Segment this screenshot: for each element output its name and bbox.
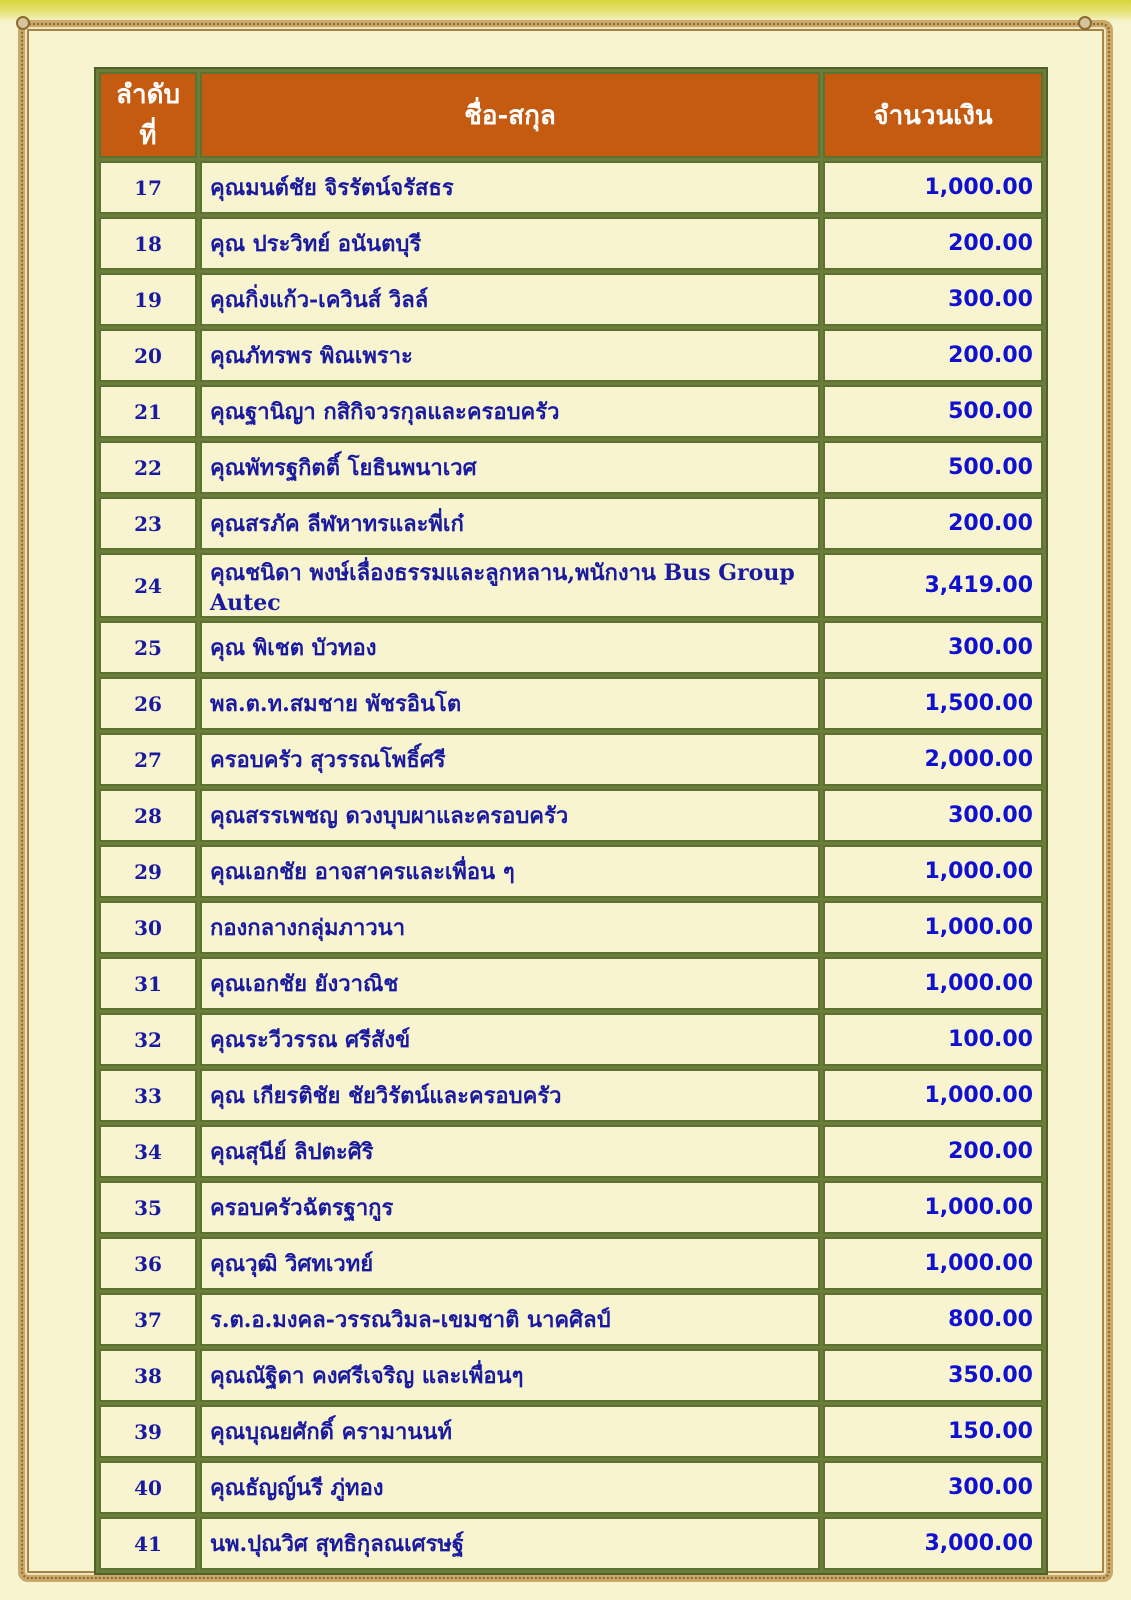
- row-number: 38: [99, 1349, 197, 1402]
- donation-amount: 800.00: [823, 1293, 1043, 1346]
- table-row: [99, 1069, 1043, 1122]
- table-row: [99, 1461, 1043, 1514]
- table-row: [99, 901, 1043, 954]
- donation-amount: 150.00: [823, 1405, 1043, 1458]
- donor-name: คุณชนิดา พงษ์เลื่องธรรมและลูกหลาน,พนักงาน Bus Group Autec: [200, 553, 820, 618]
- donation-amount: 1,000.00: [823, 901, 1043, 954]
- donation-amount: 1,000.00: [823, 1237, 1043, 1290]
- top-gradient-band: [0, 0, 1131, 22]
- donation-amount: 2,000.00: [823, 733, 1043, 786]
- donation-amount: 200.00: [823, 1125, 1043, 1178]
- table-body: [99, 161, 1043, 1570]
- donation-amount: 300.00: [823, 273, 1043, 326]
- donor-name: ร.ต.อ.มงคล-วรรณวิมล-เขมชาติ นาคศิลป์: [200, 1293, 820, 1346]
- donor-name: ครอบครัว สุวรรณโพธิ์ศรี: [200, 733, 820, 786]
- table-row: [99, 1237, 1043, 1290]
- row-number: 41: [99, 1517, 197, 1570]
- corner-knot-ornament: [1078, 16, 1092, 30]
- table-row: [99, 273, 1043, 326]
- donor-name: คุณเอกชัย อาจสาครและเพื่อน ๆ: [200, 845, 820, 898]
- table-row: [99, 329, 1043, 382]
- table-row: [99, 677, 1043, 730]
- donor-name: คุณบุณยศักดิ์ ครามานนท์: [200, 1405, 820, 1458]
- donor-name: คุณ พิเชต บัวทอง: [200, 621, 820, 674]
- donation-amount: 1,000.00: [823, 845, 1043, 898]
- row-number: 30: [99, 901, 197, 954]
- donation-amount: 350.00: [823, 1349, 1043, 1402]
- row-number: 27: [99, 733, 197, 786]
- row-number: 17: [99, 161, 197, 214]
- row-number: 23: [99, 497, 197, 550]
- table-row: [99, 621, 1043, 674]
- header-amount: จำนวนเงิน: [823, 72, 1043, 158]
- table-row: [99, 161, 1043, 214]
- table-row: [99, 1349, 1043, 1402]
- donation-amount: 1,500.00: [823, 677, 1043, 730]
- row-number: 32: [99, 1013, 197, 1066]
- donor-name: คุณเอกชัย ยังวาณิช: [200, 957, 820, 1010]
- row-number: 18: [99, 217, 197, 270]
- donor-name: พล.ต.ท.สมชาย พัชรอินโต: [200, 677, 820, 730]
- row-number: 40: [99, 1461, 197, 1514]
- row-number: 25: [99, 621, 197, 674]
- table-row: [99, 1517, 1043, 1570]
- header-no: ลำดับที่: [99, 72, 197, 158]
- donation-amount: 1,000.00: [823, 957, 1043, 1010]
- donation-amount: 500.00: [823, 385, 1043, 438]
- donor-name: คุณสรรเพชญ ดวงบุบผาและครอบครัว: [200, 789, 820, 842]
- table-row: [99, 733, 1043, 786]
- row-number: 20: [99, 329, 197, 382]
- row-number: 24: [99, 553, 197, 618]
- table-row: [99, 1125, 1043, 1178]
- row-number: 29: [99, 845, 197, 898]
- table-row: [99, 957, 1043, 1010]
- row-number: 33: [99, 1069, 197, 1122]
- donor-name: คุณสุนีย์ ลิปตะศิริ: [200, 1125, 820, 1178]
- row-number: 34: [99, 1125, 197, 1178]
- header-row: [99, 72, 1043, 158]
- table-row: [99, 1013, 1043, 1066]
- table-row: [99, 789, 1043, 842]
- donor-name: คุณสรภัค ลีฬหาทรและพี่เก๋: [200, 497, 820, 550]
- row-number: 39: [99, 1405, 197, 1458]
- donation-amount: 200.00: [823, 497, 1043, 550]
- donation-amount: 3,000.00: [823, 1517, 1043, 1570]
- row-number: 21: [99, 385, 197, 438]
- donation-table: [94, 67, 1048, 1575]
- donor-name: นพ.ปุณวิศ สุทธิกุลณเศรษฐ์: [200, 1517, 820, 1570]
- header-name: ชื่อ-สกุล: [200, 72, 820, 158]
- donation-amount: 500.00: [823, 441, 1043, 494]
- donation-amount: 200.00: [823, 329, 1043, 382]
- table-row: [99, 497, 1043, 550]
- table-row: [99, 845, 1043, 898]
- row-number: 35: [99, 1181, 197, 1234]
- donor-name: คุณกิ่งแก้ว-เควินส์ วิลล์: [200, 273, 820, 326]
- donor-name: คุณฐานิญา กสิกิจวรกุลและครอบครัว: [200, 385, 820, 438]
- donation-amount: 1,000.00: [823, 161, 1043, 214]
- donor-name: คุณพัทรฐกิตติ์ โยธินพนาเวศ: [200, 441, 820, 494]
- table-row: [99, 1181, 1043, 1234]
- donor-name: คุณมนต์ชัย จิรรัตน์จรัสธร: [200, 161, 820, 214]
- donor-name: คุณ ประวิทย์ อนันตบุรี: [200, 217, 820, 270]
- donation-amount: 300.00: [823, 1461, 1043, 1514]
- donor-name: คุณวุฒิ วิศทเวทย์: [200, 1237, 820, 1290]
- row-number: 28: [99, 789, 197, 842]
- table-row: [99, 217, 1043, 270]
- row-number: 22: [99, 441, 197, 494]
- donor-name: กองกลางกลุ่มภาวนา: [200, 901, 820, 954]
- row-number: 26: [99, 677, 197, 730]
- donation-amount: 300.00: [823, 621, 1043, 674]
- donor-name: คุณระวีวรรณ ศรีสังข์: [200, 1013, 820, 1066]
- donor-name: คุณธัญญ์นรี ภู่ทอง: [200, 1461, 820, 1514]
- table-header: [99, 72, 1043, 158]
- donor-name: คุณ เกียรติชัย ชัยวิรัตน์และครอบครัว: [200, 1069, 820, 1122]
- donor-name: ครอบครัวฉัตรฐากูร: [200, 1181, 820, 1234]
- donation-amount: 200.00: [823, 217, 1043, 270]
- table-row: [99, 385, 1043, 438]
- row-number: 37: [99, 1293, 197, 1346]
- row-number: 19: [99, 273, 197, 326]
- corner-knot-ornament: [16, 16, 30, 30]
- donor-name: คุณภัทรพร พิณเพราะ: [200, 329, 820, 382]
- table-row: [99, 553, 1043, 618]
- donation-amount: 300.00: [823, 789, 1043, 842]
- donation-amount: 1,000.00: [823, 1069, 1043, 1122]
- donor-name: คุณณัฐิดา คงศรีเจริญ และเพื่อนๆ: [200, 1349, 820, 1402]
- table-row: [99, 1293, 1043, 1346]
- row-number: 31: [99, 957, 197, 1010]
- donation-amount: 100.00: [823, 1013, 1043, 1066]
- table-row: [99, 441, 1043, 494]
- donation-amount: 1,000.00: [823, 1181, 1043, 1234]
- table-row: [99, 1405, 1043, 1458]
- row-number: 36: [99, 1237, 197, 1290]
- donation-amount: 3,419.00: [823, 553, 1043, 618]
